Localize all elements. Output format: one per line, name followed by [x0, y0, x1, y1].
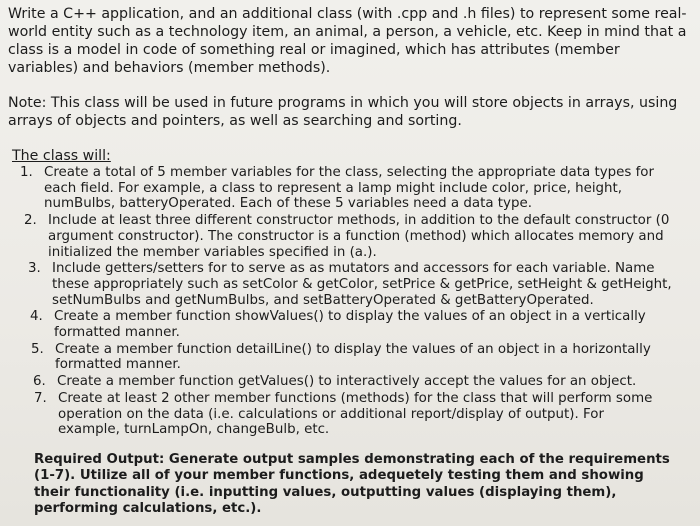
requirement-item-7	[34, 391, 668, 438]
required-output-paragraph: Required Output: Generate output samples demonstrating each of the requirements (1-7). Utilize all of your member functions, adequetely testing them and showing their functionality (i.e. inputting values, outputting values (displaying them), performing calculations, etc.).	[34, 451, 670, 516]
requirement-text: Create a member function showValues() to display the values of an object in a vertically formatted manner.	[54, 309, 646, 341]
requirement-number: 6.	[33, 374, 46, 390]
requirement-item-1	[20, 165, 670, 212]
requirements-list	[8, 165, 688, 438]
requirement-item-4	[30, 309, 674, 340]
requirement-text: Create at least 2 other member functions (methods) for the class that will perform some operation on the data (i.e. calculations or additional report/display of output). For example, turnLampOn, changeBulb, etc.	[58, 390, 653, 438]
requirement-number: 5.	[31, 341, 44, 357]
requirement-text: Include getters/setters for to serve as as mutators and accessors for each variable. Name these appropriately such as setColor & getColor, setPrice & getPrice, setHeight & getHeight, setNumBulbs and getNumBulbs, and setBatteryOperated & getBatteryOperated.	[52, 261, 672, 308]
requirement-number: 1.	[20, 165, 33, 180]
requirement-item-5	[31, 342, 674, 373]
requirement-item-3	[28, 261, 676, 308]
requirement-number: 2.	[24, 213, 37, 229]
intro-paragraph: Write a C++ application, and an additional class (with .cpp and .h files) to represent some real-world entity such as a technology item, an animal, a person, a vehicle, etc. Keep in mind that a class is a model in code of something real or imagined, which has attributes (member variables) and behaviors (member methods).	[8, 6, 687, 76]
requirement-number: 7.	[34, 390, 47, 406]
requirement-text: Create a member function getValues() to interactively accept the values for an object.	[57, 374, 637, 390]
requirement-number: 3.	[28, 261, 41, 277]
requirement-item-6	[33, 374, 674, 390]
requirement-item-2	[24, 213, 672, 260]
requirement-text: Create a total of 5 member variables for the class, selecting the appropriate data types for each field. For example, a class to represent a lamp might include color, price, height, numBulbs, batteryOperated. Each of these 5 variables need a data type.	[44, 165, 655, 212]
requirement-text: Create a member function detailLine() to display the values of an object in a horizontally formatted manner.	[55, 341, 651, 373]
class-requirements-title: The class will:	[12, 148, 111, 164]
requirement-number: 4.	[30, 309, 43, 325]
note-paragraph: Note: This class will be used in future programs in which you will store objects in arrays, using arrays of objects and pointers, as well as searching and sorting.	[8, 95, 678, 129]
requirement-text: Include at least three different constructor methods, in addition to the default constructor (0 argument constructor). The constructor is a function (method) which allocates memory and initialized the member variables specified in (a.).	[48, 213, 670, 260]
